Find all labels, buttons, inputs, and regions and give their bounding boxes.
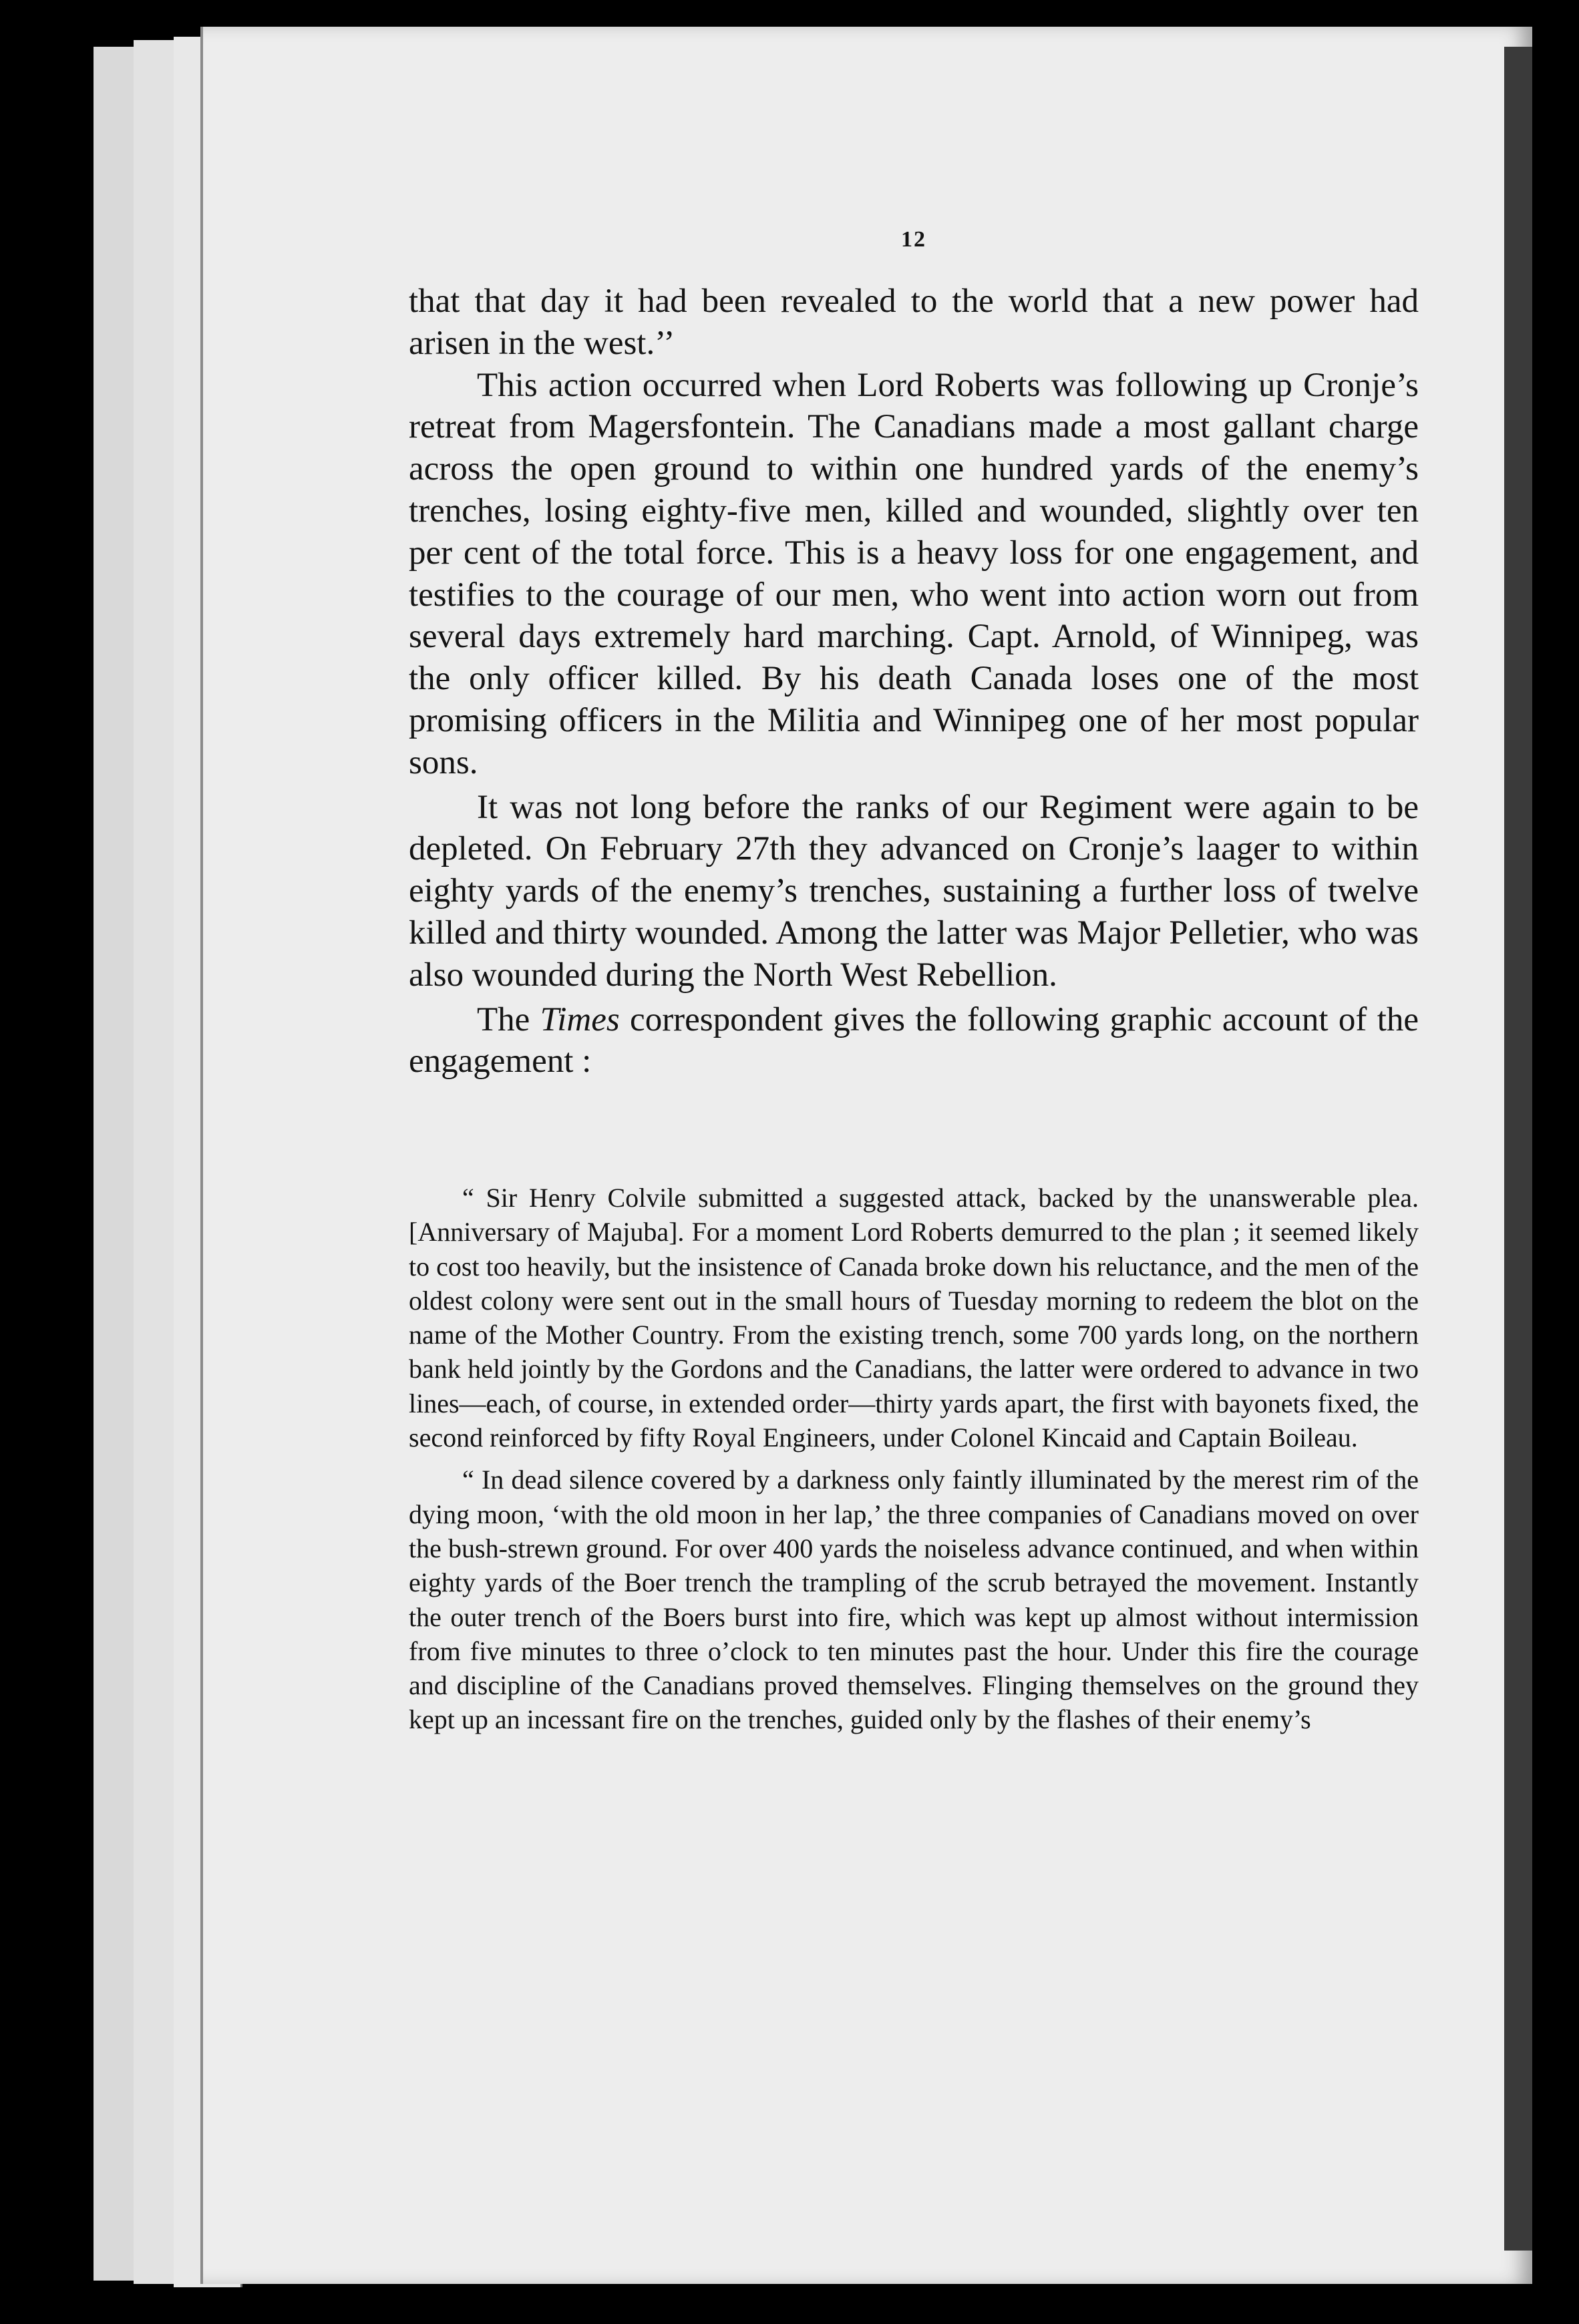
page-number: 12 [901, 227, 926, 252]
paragraph-lord-roberts: This action occurred when Lord Roberts was following up Cronje’s retreat from Magersfontein. The Canadians made a most gallant charge across the open ground to within one hundred yards of the enemy’s trenches, losing eighty-five men, killed and wounded, slightly over ten per cent of the total force. This is a heavy loss for one engagement, and testifies to the courage of our men, who went into action worn out from several days extremely hard marching. Capt. Arnold, of Winnipeg, was the only officer killed. By his death Canada loses one of the most promising officers in the Militia and Winnipeg one of her most popular sons. [409, 366, 1419, 781]
quote-paragraph-dead-silence: “ In dead silence covered by a darkness only faintly illuminated by the merest rim of the dying moon, ‘with the old moon in her lap,’ the three companies of Canadians moved on over the bush-strewn ground. For over 400 yards the noiseless advance continued, and when within eighty yards of the Boer trench the trampling of the scrub betrayed the movement. Instantly the outer trench of the Boers burst into fire, which was kept up almost without intermission from five minutes to three o’clock to ten minutes past the hour. Under this fire the courage and discipline of the Canadians proved themselves. Flinging themselves on the ground they kept up an incessant fire on the trenches, guided only by the flashes of their enemy’s [409, 1465, 1419, 1735]
body-text [409, 280, 1419, 1083]
page-gutter-shadow [1504, 47, 1532, 2251]
paragraph-february-27: It was not long before the ranks of our Regiment were again to be depleted. On February 27th they advanced on Cronje’s laager to within eighty yards of the enemy’s trenches, sustaining a further loss of twelve killed and thirty wounded. Among the latter was Major Pelletier, who was also wounded during the North West Rebellion. [409, 788, 1419, 994]
quote-paragraph-colvile: “ Sir Henry Colvile submitted a suggested attack, backed by the unanswerable plea. [Anniversary of Majuba]. For a moment Lord Roberts demurred to the plan ; it seemed likely to cost too heavily, but the insistence of Canada broke down his reluctance, and the men of the oldest colony were sent out in the small hours of Tuesday morning to redeem the blot on the name of the Mother Country. From the existing trench, some 700 yards long, on the northern bank held jointly by the Gordons and the Canadians, the latter were ordered to advance in two lines—each, of course, in extended order—thirty yards apart, the first with bayonets fixed, the second reinforced by fifty Royal Engineers, under Colonel Kincaid and Captain Boileau. [409, 1183, 1419, 1453]
times-title: Times [540, 1000, 620, 1038]
quoted-account [409, 1181, 1419, 1737]
paragraph-times-intro [409, 999, 1419, 1083]
times-intro-before: The [477, 1000, 540, 1038]
paragraph-continuation: that that day it had been revealed to the world that a new power had arisen in the west.’’ [409, 282, 1419, 362]
times-intro-after: correspondent gives the following graphic account of the engagement : [409, 1000, 1419, 1081]
